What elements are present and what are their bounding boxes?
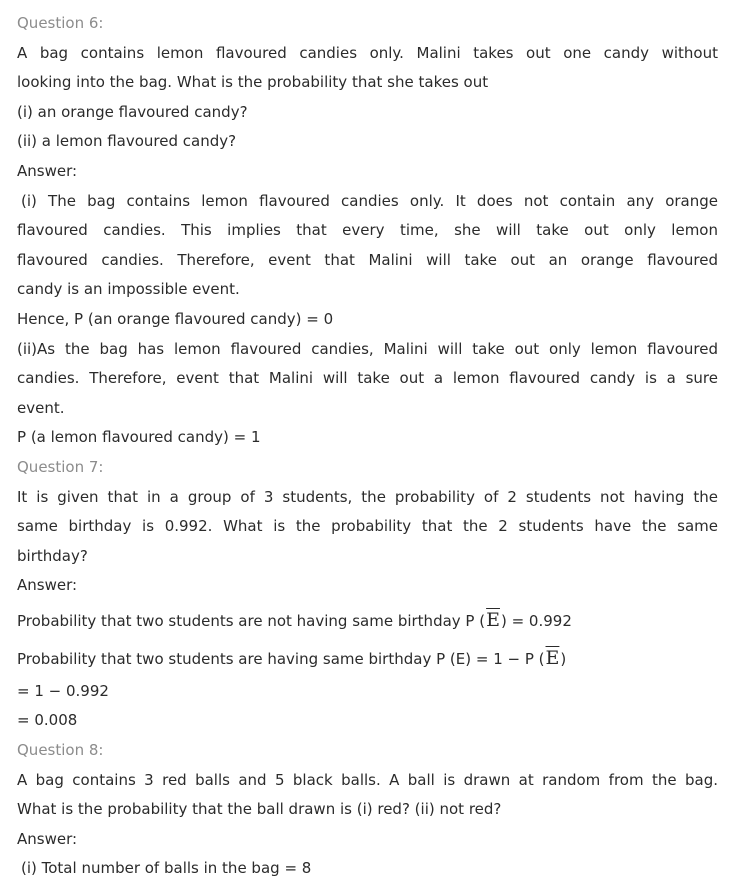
answer-6-line: flavoured candies. Therefore, event that Malini will take out an orange flavoured [17,250,718,269]
answer-7-line: = 0.008 [17,711,78,730]
answer-7-text: Probability that two students are having same birthday P (E) = 1 − P ( [17,649,545,668]
question-6-text-line: looking into the bag. What is the probability that she takes out [17,73,489,92]
answer-7-line [17,639,718,677]
question-7-heading: Question 7: [17,457,104,476]
document-page [17,9,718,884]
answer-6-line: (ii)As the bag has lemon flavoured candies, Malini will take out only lemon flavoured [17,339,718,358]
question-6-heading: Question 6: [17,14,104,32]
answer-label: Answer: [17,161,78,180]
question-6-text-line: (ii) a lemon flavoured candy? [17,132,237,151]
answer-6-line: candy is an impossible event. [17,280,240,299]
question-8-heading: Question 8: [17,741,104,760]
answer-6-line: P (a lemon flavoured candy) = 1 [17,428,261,447]
answer-7-text: ) [560,649,567,668]
answer-6-line: Hence, P (an orange flavoured candy) = 0 [17,309,334,328]
answer-7-text: Probability that two students are not having same birthday P ( [17,611,486,630]
question-6-text-line: (i) an orange flavoured candy? [17,102,248,121]
answer-7-line: = 1 − 0.992 [17,681,109,700]
question-7-text-line: birthday? [17,546,88,565]
answer-label: Answer: [17,576,78,595]
answer-7-line [17,601,718,639]
e-complement-symbol: $\overline{E}$ [486,608,500,631]
question-6-text-line: A bag contains lemon flavoured candies only. Malini takes out one candy without [17,43,718,62]
answer-6-line: flavoured candies. This implies that every time, she will take out only lemon [17,221,718,240]
e-complement-symbol: $\overline{E}$ [545,646,560,669]
question-7-text-line: It is given that in a group of 3 students, the probability of 2 students not having the [17,487,718,506]
answer-8-line: (i) Total number of balls in the bag = 8 [21,859,312,878]
answer-7-text: ) = 0.992 [500,611,572,630]
answer-label: Answer: [17,829,78,848]
answer-6-line: (i) The bag contains lemon flavoured candies only. It does not contain any orange [21,191,718,210]
answer-6-line: candies. Therefore, event that Malini will take out a lemon flavoured candy is a sure [17,369,718,388]
question-8-text-line: What is the probability that the ball drawn is (i) red? (ii) not red? [17,800,502,819]
question-7-text-line: same birthday is 0.992. What is the probability that the 2 students have the same [17,517,718,536]
answer-6-line: event. [17,398,65,417]
question-8-text-line: A bag contains 3 red balls and 5 black balls. A ball is drawn at random from the bag. [17,770,718,789]
